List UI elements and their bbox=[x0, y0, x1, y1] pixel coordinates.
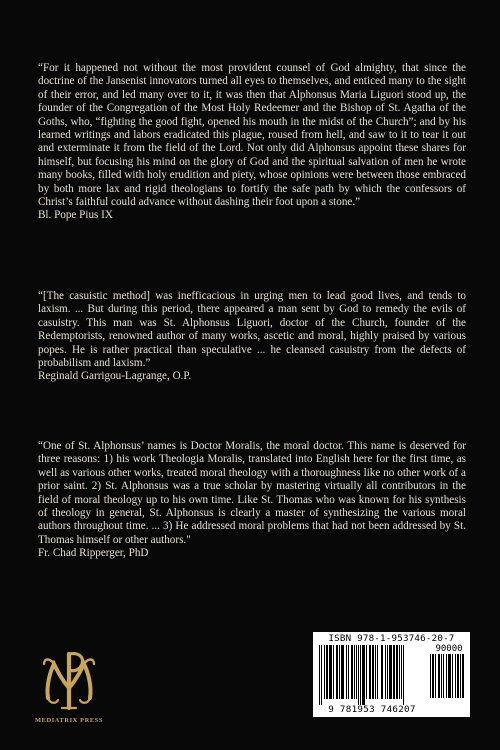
ean-digits: 9 781953 746207 bbox=[328, 704, 416, 715]
quote-pius-ix bbox=[38, 62, 466, 223]
barcode-bar bbox=[366, 645, 367, 699]
barcode-bar bbox=[375, 645, 376, 699]
quote-garrigou-lagrange bbox=[38, 290, 466, 384]
barcode-bar bbox=[377, 645, 378, 699]
isbn-barcode bbox=[313, 632, 470, 717]
barcode-bar bbox=[351, 645, 353, 699]
barcode-bar bbox=[403, 645, 404, 705]
barcode-bar bbox=[333, 645, 334, 699]
barcode-bar bbox=[321, 645, 322, 705]
barcode-bar bbox=[441, 654, 442, 698]
barcode-bar bbox=[362, 645, 365, 705]
barcode-bar bbox=[452, 654, 453, 698]
barcode-bar bbox=[346, 645, 347, 699]
barcode-bar bbox=[432, 654, 434, 698]
barcode-bar bbox=[460, 654, 461, 698]
isbn-label: ISBN 978-1-953746-20-7 bbox=[328, 633, 455, 644]
barcode-bar bbox=[389, 645, 392, 699]
quote-ripperger bbox=[38, 440, 466, 561]
barcode-bar bbox=[443, 654, 444, 698]
barcode-bar bbox=[358, 645, 359, 705]
barcode-bar bbox=[356, 645, 357, 699]
barcode-bar bbox=[455, 654, 456, 698]
barcode-bar bbox=[399, 645, 400, 699]
barcode-bar bbox=[324, 645, 325, 699]
barcode-bar bbox=[393, 645, 395, 699]
barcode-bar bbox=[438, 654, 440, 698]
barcode-bar bbox=[457, 654, 459, 698]
publisher-name: MEDIATRIX PRESS bbox=[34, 717, 103, 724]
quote-text: “One of St. Alphonsus’ names is Doctor Moralis, the moral doctor. This name is deserved for three reasons: 1) his work Theologia Moralis, translated into English here for the first time, as well as various other works, treated moral theology with a thoroughness like no other work of a prior saint. 2) St. Alphonsus was a true scholar by mastering virtually all contributors in the field of moral theology up to his own time. Like St. Thomas who was known for his synthesis of theology in general, St. Alphonsus is clearly a master of synthesizing the various moral authors throughout time. ... 3) He addressed moral problems that had not been addressed by St. Thomas himself or other authors." bbox=[38, 440, 466, 546]
barcode-bar bbox=[341, 645, 344, 699]
quote-text: “[The casuistic method] was inefficacious in urging men to lead good lives, and tends to laxism. ... But during this period, there appeared a man sent by God to remedy the evils of casuistry. This man was St. Alphonsus Liguori, doctor of the Church, founder of the Redemptorists, renowned author of many works, ascetic and moral, highly praised by various popes. He is rather practical than speculative ... he cleansed casuistry from the defects of probabilism and laxism.” bbox=[38, 290, 466, 370]
barcode-bar bbox=[462, 654, 464, 698]
barcode-bar bbox=[348, 645, 349, 699]
barcode-bar bbox=[435, 654, 436, 698]
barcode-bar bbox=[430, 654, 431, 698]
barcode-bars bbox=[319, 645, 427, 705]
quote-author: Reginald Garrigou-Lagrange, O.P. bbox=[38, 370, 192, 383]
quote-author: Bl. Pope Pius IX bbox=[38, 209, 113, 222]
barcode-bar bbox=[401, 645, 402, 699]
barcode-bar bbox=[329, 645, 332, 699]
quote-author: Fr. Chad Ripperger, PhD bbox=[38, 547, 149, 560]
barcode-bar bbox=[381, 645, 383, 699]
barcode-bar bbox=[360, 645, 361, 705]
barcode-bar bbox=[369, 645, 371, 699]
barcode-bar bbox=[336, 645, 338, 699]
barcode-bar bbox=[372, 645, 374, 699]
quote-text: “For it happened not without the most provident counsel of God almighty, that since the doctrine of the Jansenist innovators turned all eyes to themselves, and enticed many to the sight of their error, and led many over to it, it was then that Alphonsus Maria Liguori stood up, the founder of the Congregation of the Most Holy Redeemer and the Bishop of St. Agatha of the Goths, who, “fighting the good fight, opened his mouth in the midst of the Church”; and by his learned writings and labors eradicated this plague, roused from hell, and saw to it to tear it out and exterminate it from the field of the Lord. Not only did Alphonsus appoint these shares for himself, but focusing his mind on the glory of God and the spiritual salvation of men he wrote many books, filled with holy erudition and piety, whose opinions were between those embraced by both more lax and rigid theologians to fortify the safe path by which the confessors of Christ’s faithful could advance without dashing their foot upon a stone.” bbox=[38, 62, 466, 209]
barcode-bar bbox=[446, 654, 447, 698]
mp-monogram-icon bbox=[40, 646, 98, 738]
barcode-bar bbox=[354, 645, 355, 699]
barcode-bar bbox=[448, 654, 451, 698]
barcode-bar bbox=[319, 645, 320, 705]
price-barcode-bars bbox=[430, 654, 468, 704]
barcode-bar bbox=[385, 645, 386, 699]
barcode-bar bbox=[326, 645, 328, 699]
barcode-bar bbox=[396, 645, 398, 699]
price-code: 90000 bbox=[435, 644, 463, 654]
barcode-bar bbox=[339, 645, 340, 699]
barcode-bar bbox=[387, 645, 388, 699]
